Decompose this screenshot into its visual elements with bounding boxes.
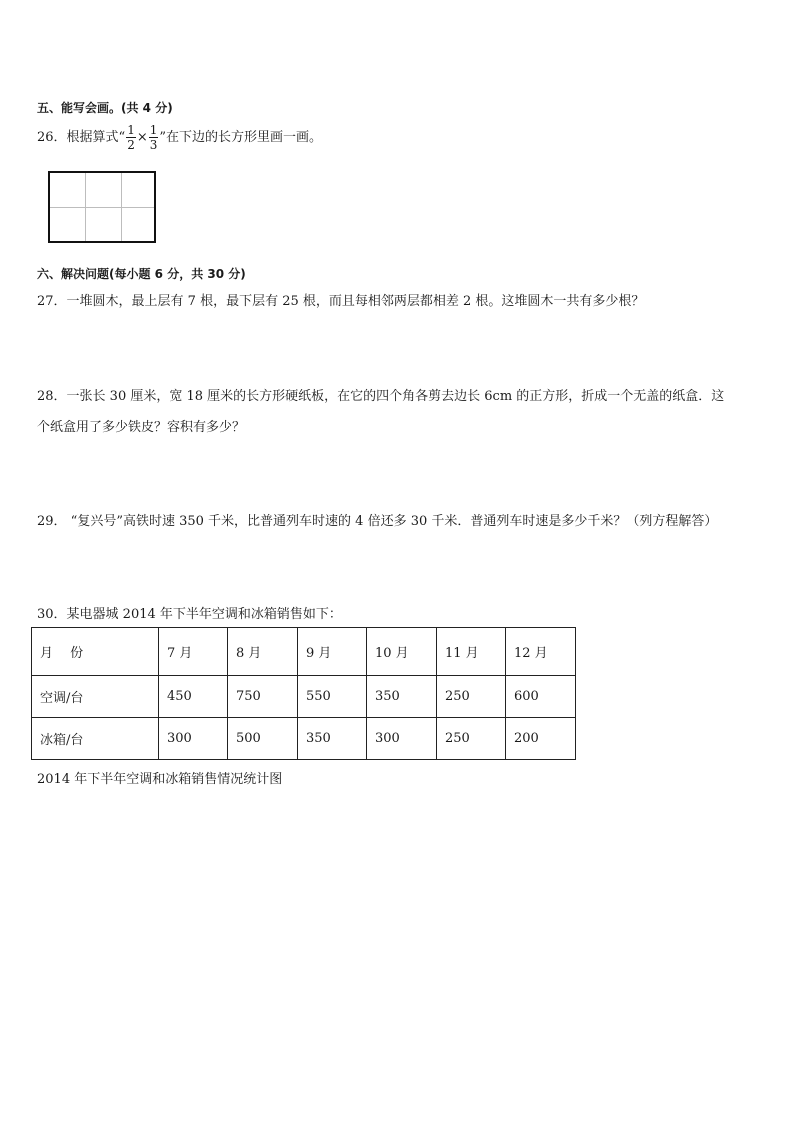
sales-table xyxy=(31,627,576,760)
table-header-row xyxy=(32,628,576,676)
question-28-line-1: 28．一张长 30 厘米，宽 18 厘米的长方形硬纸板，在它的四个角各剪去边长 6cm 的正方形，折成一个无盖的纸盒．这 xyxy=(37,389,725,404)
table-cell: 550 xyxy=(298,676,367,718)
question-26-suffix: ”在下边的长方形里画一画。 xyxy=(159,130,323,145)
table-cell: 250 xyxy=(437,676,506,718)
table-cell: 450 xyxy=(159,676,228,718)
fraction-numerator: 1 xyxy=(149,123,158,137)
question-26 xyxy=(37,124,322,152)
fraction-one-half xyxy=(126,124,136,151)
table-cell: 500 xyxy=(228,718,298,760)
fraction-one-third xyxy=(149,124,159,151)
drawing-rectangle xyxy=(48,171,156,243)
table-cell: 300 xyxy=(367,718,437,760)
question-27: 27．一堆圆木，最上层有 7 根，最下层有 25 根，而且每相邻两层都相差 2 根。这堆圆木一共有多少根？ xyxy=(37,294,645,309)
fraction-numerator: 1 xyxy=(127,123,135,137)
table-header-cell: 11 月 xyxy=(437,628,506,676)
question-26-prefix: 26．根据算式“ xyxy=(37,130,126,145)
table-cell: 250 xyxy=(437,718,506,760)
question-28-line-2: 个纸盒用了多少铁皮？容积有多少？ xyxy=(37,420,246,435)
table-cell: 350 xyxy=(367,676,437,718)
table-header-cell: 12 月 xyxy=(506,628,576,676)
table-header-cell: 月 份 xyxy=(32,628,159,676)
table-header-cell: 10 月 xyxy=(367,628,437,676)
section-five-heading: 五、能写会画。(共 4 分) xyxy=(37,101,173,115)
table-row-refrigerator xyxy=(32,718,576,760)
table-header-cell: 7 月 xyxy=(159,628,228,676)
chart-caption: 2014 年下半年空调和冰箱销售情况统计图 xyxy=(37,772,283,787)
fraction-denominator: 3 xyxy=(149,138,158,152)
table-header-cell: 9 月 xyxy=(298,628,367,676)
fraction-denominator: 2 xyxy=(127,138,135,152)
table-cell: 200 xyxy=(506,718,576,760)
table-cell: 350 xyxy=(298,718,367,760)
table-cell: 空调/台 xyxy=(32,676,159,718)
table-cell: 750 xyxy=(228,676,298,718)
question-29: 29． “复兴号”高铁时速 350 千米，比普通列车时速的 4 倍还多 30 千米．普通列车时速是多少千米？（列方程解答） xyxy=(37,514,718,529)
grid-line xyxy=(50,207,154,208)
table-cell: 冰箱/台 xyxy=(32,718,159,760)
table-header-cell: 8 月 xyxy=(228,628,298,676)
table-cell: 600 xyxy=(506,676,576,718)
question-30: 30．某电器城 2014 年下半年空调和冰箱销售如下： xyxy=(37,607,342,622)
table-row-air-conditioner xyxy=(32,676,576,718)
multiply-sign: × xyxy=(136,130,148,145)
section-six-heading: 六、解决问题(每小题 6 分，共 30 分) xyxy=(37,267,246,281)
table-cell: 300 xyxy=(159,718,228,760)
